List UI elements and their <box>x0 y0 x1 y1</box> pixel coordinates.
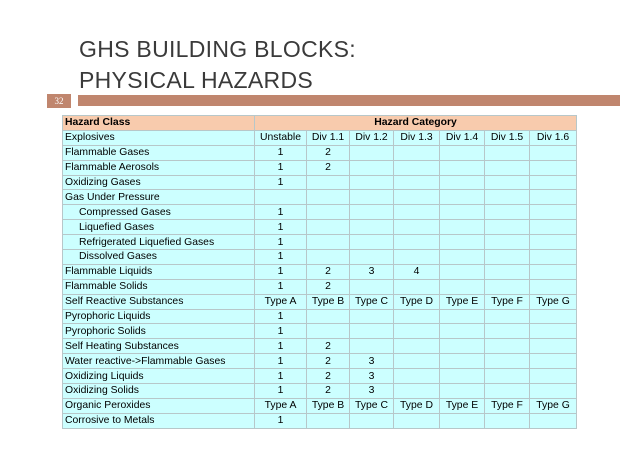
hazard-category-cell: 2 <box>307 369 350 384</box>
empty-category-cell <box>307 250 350 265</box>
empty-category-cell <box>530 309 577 324</box>
hazard-category-cell: 2 <box>307 279 350 294</box>
empty-category-cell <box>485 354 530 369</box>
empty-category-cell <box>485 145 530 160</box>
empty-category-cell <box>350 205 394 220</box>
empty-category-cell <box>440 250 485 265</box>
empty-category-cell <box>440 384 485 399</box>
empty-category-cell <box>530 413 577 428</box>
empty-category-cell <box>440 309 485 324</box>
hazard-category-cell: Type A <box>255 398 307 413</box>
empty-category-cell <box>394 354 440 369</box>
table-row <box>63 220 577 235</box>
table-row <box>63 250 577 265</box>
hazard-class-cell: Self Reactive Substances <box>63 294 255 309</box>
empty-category-cell <box>530 220 577 235</box>
empty-category-cell <box>307 190 350 205</box>
hazard-category-cell: 2 <box>307 339 350 354</box>
table-row <box>63 398 577 413</box>
empty-category-cell <box>440 324 485 339</box>
empty-category-cell <box>440 190 485 205</box>
hazard-category-cell: Type C <box>350 398 394 413</box>
table-row <box>63 339 577 354</box>
hazard-class-cell: Refrigerated Liquefied Gases <box>63 235 255 250</box>
empty-category-cell <box>394 235 440 250</box>
hazard-category-cell: 2 <box>307 354 350 369</box>
hazard-category-cell: 2 <box>307 145 350 160</box>
empty-category-cell <box>530 235 577 250</box>
hazard-category-cell: Type F <box>485 398 530 413</box>
slide-title-line-1: GHS BUILDING BLOCKS: <box>79 36 356 62</box>
empty-category-cell <box>350 175 394 190</box>
empty-category-cell <box>350 190 394 205</box>
empty-category-cell <box>350 324 394 339</box>
table-row <box>63 160 577 175</box>
hazard-category-cell: Type D <box>394 294 440 309</box>
hazard-category-cell: 3 <box>350 369 394 384</box>
hazard-category-cell: Type G <box>530 398 577 413</box>
table-row <box>63 235 577 250</box>
empty-category-cell <box>394 220 440 235</box>
table-row <box>63 190 577 205</box>
empty-category-cell <box>394 309 440 324</box>
hazard-class-cell: Flammable Gases <box>63 145 255 160</box>
empty-category-cell <box>307 205 350 220</box>
table-row <box>63 279 577 294</box>
hazard-category-cell: Unstable <box>255 130 307 145</box>
hazard-class-cell: Explosives <box>63 130 255 145</box>
hazard-category-cell: 1 <box>255 309 307 324</box>
empty-category-cell <box>530 250 577 265</box>
hazard-category-cell: Type E <box>440 398 485 413</box>
table-row <box>63 264 577 279</box>
empty-category-cell <box>530 369 577 384</box>
empty-category-cell <box>485 279 530 294</box>
hazard-category-cell: Div 1.6 <box>530 130 577 145</box>
empty-category-cell <box>307 324 350 339</box>
empty-category-cell <box>255 190 307 205</box>
hazard-category-cell: 1 <box>255 324 307 339</box>
hazard-category-cell: Type D <box>394 398 440 413</box>
table-row <box>63 205 577 220</box>
empty-category-cell <box>485 220 530 235</box>
empty-category-cell <box>350 145 394 160</box>
hazard-category-cell: 3 <box>350 384 394 399</box>
empty-category-cell <box>350 413 394 428</box>
hazard-category-cell: Type B <box>307 294 350 309</box>
empty-category-cell <box>394 384 440 399</box>
empty-category-cell <box>485 369 530 384</box>
empty-category-cell <box>440 145 485 160</box>
hazard-category-cell: Type E <box>440 294 485 309</box>
hazard-category-cell: 1 <box>255 175 307 190</box>
hazard-category-cell: 1 <box>255 235 307 250</box>
empty-category-cell <box>530 324 577 339</box>
empty-category-cell <box>530 264 577 279</box>
hazard-category-cell: 2 <box>307 384 350 399</box>
empty-category-cell <box>485 160 530 175</box>
empty-category-cell <box>485 205 530 220</box>
hazard-category-cell: 1 <box>255 145 307 160</box>
empty-category-cell <box>530 175 577 190</box>
empty-category-cell <box>350 339 394 354</box>
empty-category-cell <box>394 205 440 220</box>
table-row <box>63 354 577 369</box>
empty-category-cell <box>394 190 440 205</box>
hazard-class-cell: Pyrophoric Liquids <box>63 309 255 324</box>
empty-category-cell <box>485 339 530 354</box>
hazard-category-cell: Type F <box>485 294 530 309</box>
header-hazard-category: Hazard Category <box>255 116 577 131</box>
empty-category-cell <box>440 413 485 428</box>
empty-category-cell <box>530 145 577 160</box>
empty-category-cell <box>307 309 350 324</box>
empty-category-cell <box>440 235 485 250</box>
hazard-category-cell: 3 <box>350 354 394 369</box>
empty-category-cell <box>530 354 577 369</box>
empty-category-cell <box>485 250 530 265</box>
table-row <box>63 413 577 428</box>
hazard-class-cell: Oxidizing Solids <box>63 384 255 399</box>
empty-category-cell <box>350 279 394 294</box>
empty-category-cell <box>530 160 577 175</box>
empty-category-cell <box>394 250 440 265</box>
hazard-category-cell: Div 1.4 <box>440 130 485 145</box>
empty-category-cell <box>440 205 485 220</box>
empty-category-cell <box>350 220 394 235</box>
empty-category-cell <box>485 190 530 205</box>
hazard-class-cell: Gas Under Pressure <box>63 190 255 205</box>
empty-category-cell <box>394 324 440 339</box>
hazard-class-cell: Flammable Liquids <box>63 264 255 279</box>
hazard-category-cell: Type G <box>530 294 577 309</box>
hazard-class-cell: Dissolved Gases <box>63 250 255 265</box>
hazard-category-cell: Type C <box>350 294 394 309</box>
hazard-class-cell: Corrosive to Metals <box>63 413 255 428</box>
hazard-category-cell: 1 <box>255 160 307 175</box>
table-row <box>63 324 577 339</box>
hazard-category-cell: Type B <box>307 398 350 413</box>
empty-category-cell <box>530 205 577 220</box>
table-row <box>63 175 577 190</box>
hazard-class-cell: Water reactive->Flammable Gases <box>63 354 255 369</box>
hazard-category-cell: 4 <box>394 264 440 279</box>
hazard-category-cell: 1 <box>255 354 307 369</box>
empty-category-cell <box>440 220 485 235</box>
hazard-category-cell: 1 <box>255 413 307 428</box>
empty-category-cell <box>350 235 394 250</box>
header-hazard-class: Hazard Class <box>63 116 255 131</box>
empty-category-cell <box>394 145 440 160</box>
hazard-table <box>62 115 577 429</box>
hazard-category-cell: 1 <box>255 339 307 354</box>
table-row <box>63 369 577 384</box>
empty-category-cell <box>350 309 394 324</box>
empty-category-cell <box>394 339 440 354</box>
hazard-class-cell: Oxidizing Liquids <box>63 369 255 384</box>
empty-category-cell <box>440 160 485 175</box>
table-row <box>63 130 577 145</box>
hazard-category-cell: 1 <box>255 384 307 399</box>
hazard-class-cell: Flammable Aerosols <box>63 160 255 175</box>
empty-category-cell <box>440 354 485 369</box>
empty-category-cell <box>350 160 394 175</box>
hazard-class-cell: Oxidizing Gases <box>63 175 255 190</box>
table-row <box>63 145 577 160</box>
hazard-category-cell: 2 <box>307 160 350 175</box>
slide-title-line-2: PHYSICAL HAZARDS <box>79 67 314 93</box>
hazard-category-cell: Div 1.5 <box>485 130 530 145</box>
title-accent-bar <box>78 95 620 106</box>
hazard-category-cell: 1 <box>255 205 307 220</box>
hazard-category-cell: Div 1.1 <box>307 130 350 145</box>
hazard-class-cell: Organic Peroxides <box>63 398 255 413</box>
hazard-category-cell: 3 <box>350 264 394 279</box>
empty-category-cell <box>394 160 440 175</box>
empty-category-cell <box>394 175 440 190</box>
hazard-table-body <box>63 130 577 428</box>
empty-category-cell <box>530 384 577 399</box>
empty-category-cell <box>394 413 440 428</box>
table-header-row <box>63 116 577 131</box>
hazard-category-cell: 1 <box>255 279 307 294</box>
empty-category-cell <box>307 175 350 190</box>
empty-category-cell <box>394 279 440 294</box>
empty-category-cell <box>485 309 530 324</box>
table-row <box>63 294 577 309</box>
hazard-category-cell: 1 <box>255 264 307 279</box>
empty-category-cell <box>307 413 350 428</box>
hazard-category-cell: 1 <box>255 369 307 384</box>
empty-category-cell <box>440 175 485 190</box>
hazard-category-cell: Div 1.3 <box>394 130 440 145</box>
empty-category-cell <box>440 264 485 279</box>
empty-category-cell <box>394 369 440 384</box>
hazard-category-cell: Div 1.2 <box>350 130 394 145</box>
hazard-class-cell: Self Heating Substances <box>63 339 255 354</box>
empty-category-cell <box>485 235 530 250</box>
hazard-class-cell: Pyrophoric Solids <box>63 324 255 339</box>
empty-category-cell <box>350 250 394 265</box>
empty-category-cell <box>440 369 485 384</box>
empty-category-cell <box>485 413 530 428</box>
hazard-category-cell: Type A <box>255 294 307 309</box>
empty-category-cell <box>530 279 577 294</box>
empty-category-cell <box>307 235 350 250</box>
empty-category-cell <box>485 324 530 339</box>
slide-title <box>79 34 356 96</box>
empty-category-cell <box>440 339 485 354</box>
empty-category-cell <box>530 339 577 354</box>
table-row <box>63 384 577 399</box>
hazard-category-cell: 1 <box>255 250 307 265</box>
empty-category-cell <box>485 175 530 190</box>
table-row <box>63 309 577 324</box>
hazard-class-cell: Flammable Solids <box>63 279 255 294</box>
empty-category-cell <box>440 279 485 294</box>
empty-category-cell <box>485 264 530 279</box>
hazard-class-cell: Compressed Gases <box>63 205 255 220</box>
empty-category-cell <box>530 190 577 205</box>
slide-number: 32 <box>47 94 71 108</box>
hazard-category-cell: 1 <box>255 220 307 235</box>
hazard-category-cell: 2 <box>307 264 350 279</box>
empty-category-cell <box>307 220 350 235</box>
empty-category-cell <box>485 384 530 399</box>
hazard-class-cell: Liquefied Gases <box>63 220 255 235</box>
